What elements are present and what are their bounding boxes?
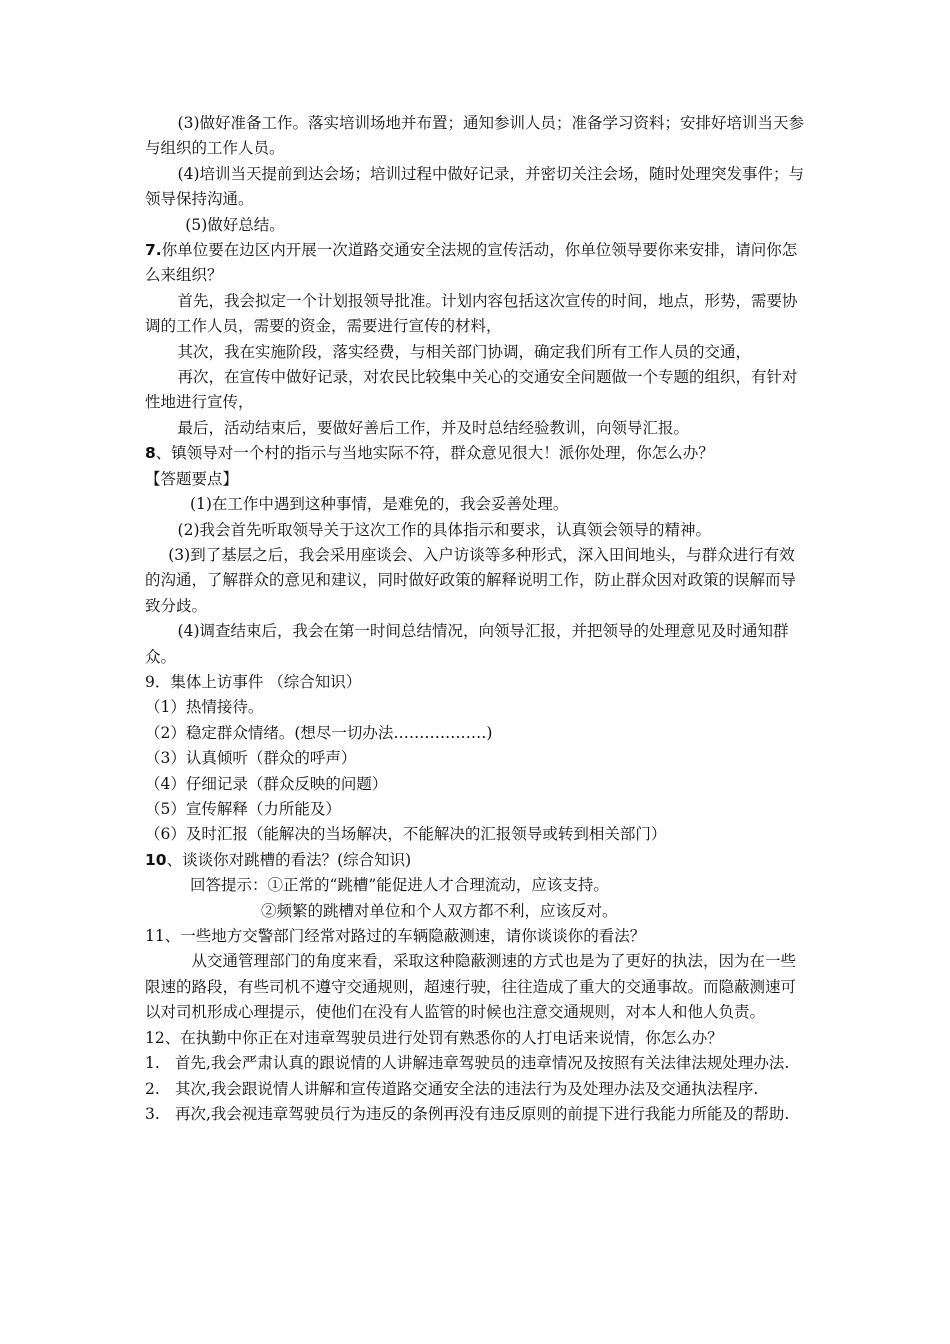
q8-answer-2: (2)我会首先听取领导关于这次工作的具体指示和要求，认真领会领导的精神。: [177, 520, 712, 539]
q9-item-6: （6）及时汇报（能解决的当场解决，不能解决的汇报领导或转到相关部门）: [145, 825, 667, 844]
list-item-text: 首先,我会严肃认真的跟说情的人讲解违章驾驶员的违章情况及按照有关法律法规处理办法.: [175, 1054, 790, 1073]
list-item: [145, 1077, 810, 1103]
q9-item-4: （4）仔细记录（群众反映的问题）: [145, 774, 388, 793]
q7-answer-first: 首先，我会拟定一个计划报领导批准。计划内容包括这次宣传的时间，地点，形势，需要协调的工作人员，需要的资金，需要进行宣传的材料，: [145, 291, 798, 336]
q10-hint-1: 回答提示：①正常的“跳槽”能促进人才合理流动，应该支持。: [190, 876, 609, 895]
question-8-text: 、镇领导对一个村的指示与当地实际不符，群众意见很大！派你处理，你怎么办？: [155, 444, 714, 463]
question-11: 11、一些地方交警部门经常对路过的车辆隐蔽测速，请你谈谈你的看法？: [145, 927, 646, 945]
q8-answer-4: (4)调查结束后，我会在第一时间总结情况，向领导汇报，并把领导的处理意见及时通知群众。: [145, 622, 789, 666]
document-page: [145, 111, 810, 1128]
question-7-number: 7.: [145, 241, 162, 260]
q7-answer-third: 再次，在宣传中做好记录，对农民比较集中关心的交通安全问题做一个专题的组织，有针对性地进行宣传，: [145, 368, 798, 412]
list-item: [145, 1102, 810, 1128]
question-7-text: 你单位要在边区内开展一次道路交通安全法规的宣传活动，你单位领导要你来安排，请问你怎么来组织？: [145, 241, 798, 285]
q9-item-2: （2）稳定群众情绪。(想尽一切办法………………): [145, 723, 493, 742]
paragraph-prep: (3)做好准备工作。落实培训场地并布置；通知参训人员；准备学习资料；安排好培训当天参与组织的工作人员。: [145, 114, 805, 158]
list-item-text: 再次,我会视违章驾驶员行为违反的条例再没有违反原则的前提下进行我能力所能及的帮助.: [175, 1105, 790, 1124]
question-10-number: 10: [145, 850, 167, 869]
list-item-number: 1.: [145, 1054, 160, 1073]
question-8: [145, 441, 810, 466]
list-item: [145, 1051, 810, 1077]
question-7: [145, 238, 810, 289]
question-12: 12、在执勤中你正在对违章驾驶员进行处罚有熟悉你的人打电话来说情，你怎么办？: [145, 1028, 723, 1047]
q7-answer-last: 最后，活动结束后，要做好善后工作，并及时总结经验教训，向领导汇报。: [177, 418, 690, 437]
list-item-number: 2.: [145, 1079, 160, 1098]
answer-points-label: 【答题要点】: [145, 469, 239, 488]
q10-hint-2: ②频繁的跳槽对单位和个人双方都不利，应该反对。: [261, 901, 618, 920]
question-9: 9．集体上访事件 （综合知识）: [145, 672, 362, 691]
question-8-number: 8: [145, 444, 156, 463]
q8-answer-3: (3)到了基层之后，我会采用座谈会、入户访谈等多种形式，深入田间地头，与群众进行有效的沟通，了解群众的意见和建议，同时做好政策的解释说明工作，防止群众因对政策的误解而导致分歧。: [145, 545, 797, 615]
question-10-text: 、谈谈你对跳槽的看法？(综合知识): [166, 850, 412, 869]
q11-answer: 从交通管理部门的角度来看，采取这种隐蔽测速的方式也是为了更好的执法，因为在一些限速的路段，有些司机不遵守交通规则，超速行驶，往往造成了重大的交通事故。而隐蔽测速可以对司机形成心理提示，使他们在没有人监管的时候也注意交通规则，对本人和他人负责。: [145, 952, 797, 1022]
q9-item-1: （1）热情接待。: [145, 698, 264, 717]
q12-answer-list: [145, 1051, 810, 1128]
list-item-text: 其次,我会跟说情人讲解和宣传道路交通安全法的违法行为及处理办法及交通执法程序.: [175, 1079, 759, 1098]
question-10: [145, 848, 810, 873]
paragraph-summary: (5)做好总结。: [185, 215, 285, 234]
q9-item-3: （3）认真倾听（群众的呼声）: [145, 749, 357, 768]
paragraph-training-day: (4)培训当天提前到达会场；培训过程中做好记录，并密切关注会场，随时处理突发事件；与领导保持沟通。: [145, 164, 805, 209]
list-item-number: 3.: [145, 1105, 160, 1124]
q8-answer-1: (1)在工作中遇到这种事情，是难免的，我会妥善处理。: [189, 495, 569, 514]
q9-item-5: （5）宣传解释（力所能及）: [145, 799, 341, 818]
q7-answer-second: 其次，我在实施阶段，落实经费，与相关部门协调，确定我们所有工作人员的交通，: [177, 342, 752, 361]
